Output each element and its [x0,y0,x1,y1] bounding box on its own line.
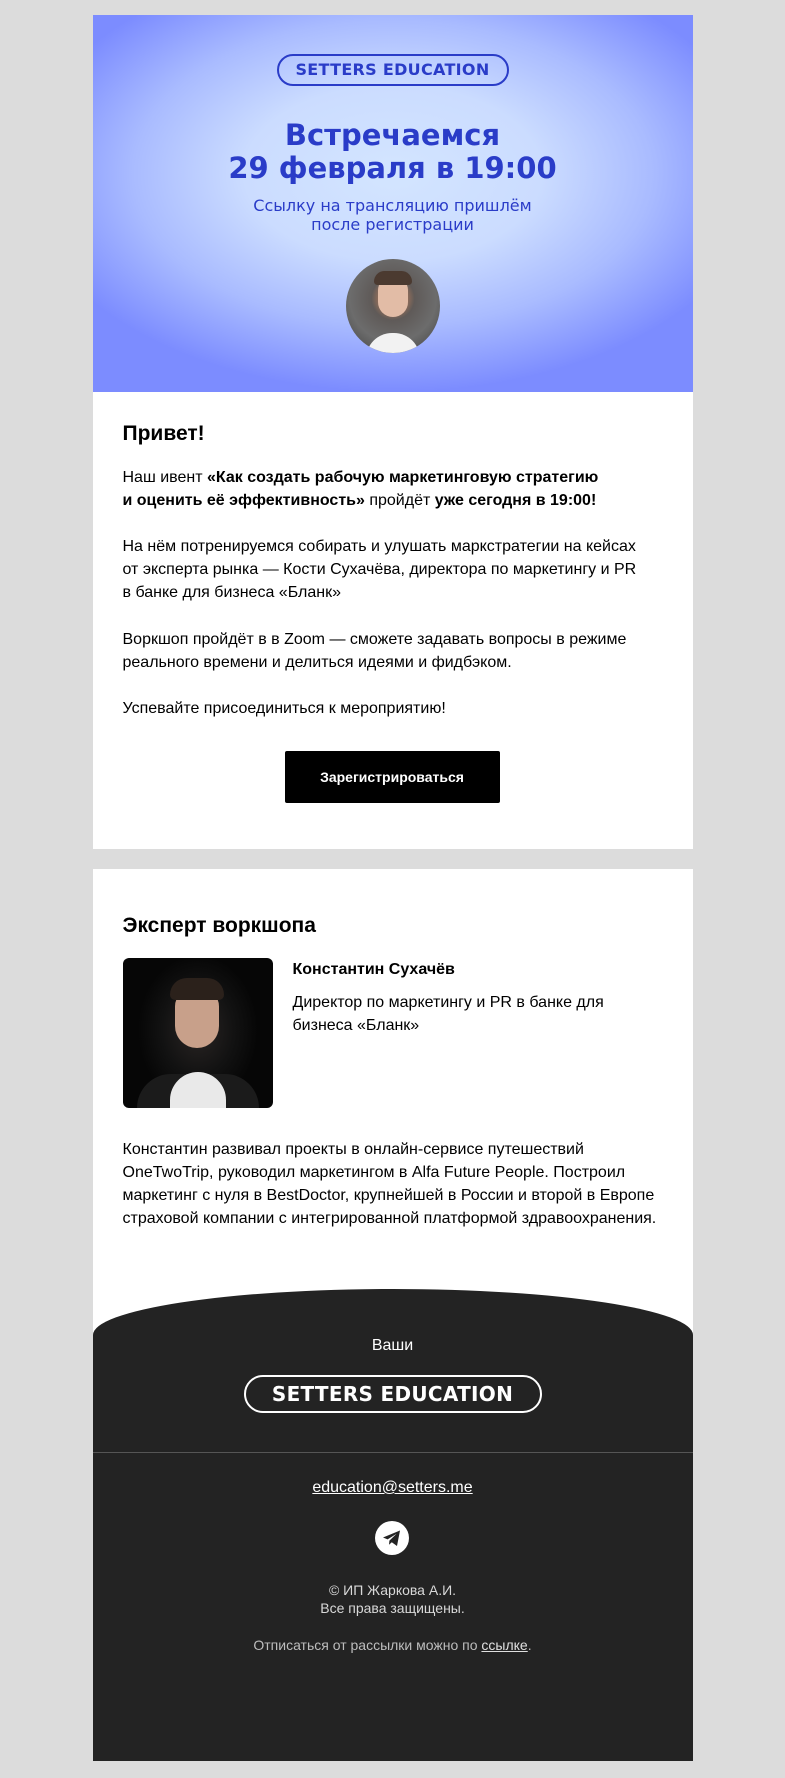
brand-logo: SETTERS EDUCATION [277,54,509,86]
unsubscribe-text: Отписаться от рассылки можно по ссылке. [253,1637,532,1653]
intro-card [93,392,693,849]
footer [93,1335,693,1761]
unsubscribe-link[interactable]: ссылке [481,1637,528,1653]
hero-banner [93,15,693,392]
expert-photo [123,958,273,1108]
hero-title: Встречаемся 29 февраля в 19:00 [228,118,557,185]
workshop-description: На нём потренируемся собирать и улушать маркстратегии на кейсах от эксперта рынка — Кости Сухачёва, директора по маркетингу и PR в банке для бизнеса «Бланк» [122,538,637,601]
join-paragraph: Успевайте присоединиться к мероприятию! [122,700,446,717]
footer-divider [93,1452,693,1453]
zoom-paragraph: Воркшоп пройдёт в в Zoom — сможете задавать вопросы в режиме реального времени и делиться идеями и фидбэком. [122,631,627,671]
footer-your-label: Ваши [371,1337,414,1354]
expert-heading: Эксперт воркшопа [122,914,316,937]
footer-email-link[interactable]: education@setters.me [312,1479,473,1496]
speaker-avatar [346,259,440,353]
greeting-heading: Привет! [122,422,205,445]
expert-bio: Константин развивал проекты в онлайн-сервисе путешествий OneTwoTrip, руководил маркетингом в Alfa Future People. Построил маркетинг с нуля в BestDoctor, крупнейшей в России и второй в Европе страховой компании с интегрированной платформой здравоохранения. [122,1141,657,1227]
expert-role: Директор по маркетингу и PR в банке для бизнеса «Бланк» [292,994,604,1034]
footer-arc [93,1289,693,1335]
copyright: © ИП Жаркова А.И. Все права защищены. [320,1582,465,1616]
register-button[interactable]: Зарегистрироваться [285,751,500,803]
telegram-icon[interactable] [375,1521,409,1555]
footer-logo: SETTERS EDUCATION [244,1375,542,1413]
expert-card [93,869,693,1289]
expert-name: Константин Сухачёв [292,961,455,978]
email-container [93,15,693,1761]
hero-subtitle: Ссылку на трансляцию пришлём после регистрации [253,196,532,234]
event-paragraph: Наш ивент «Как создать рабочую маркетинговую стратегию и оценить её эффективность» пройдёт уже сегодня в 19:00! [122,469,599,509]
